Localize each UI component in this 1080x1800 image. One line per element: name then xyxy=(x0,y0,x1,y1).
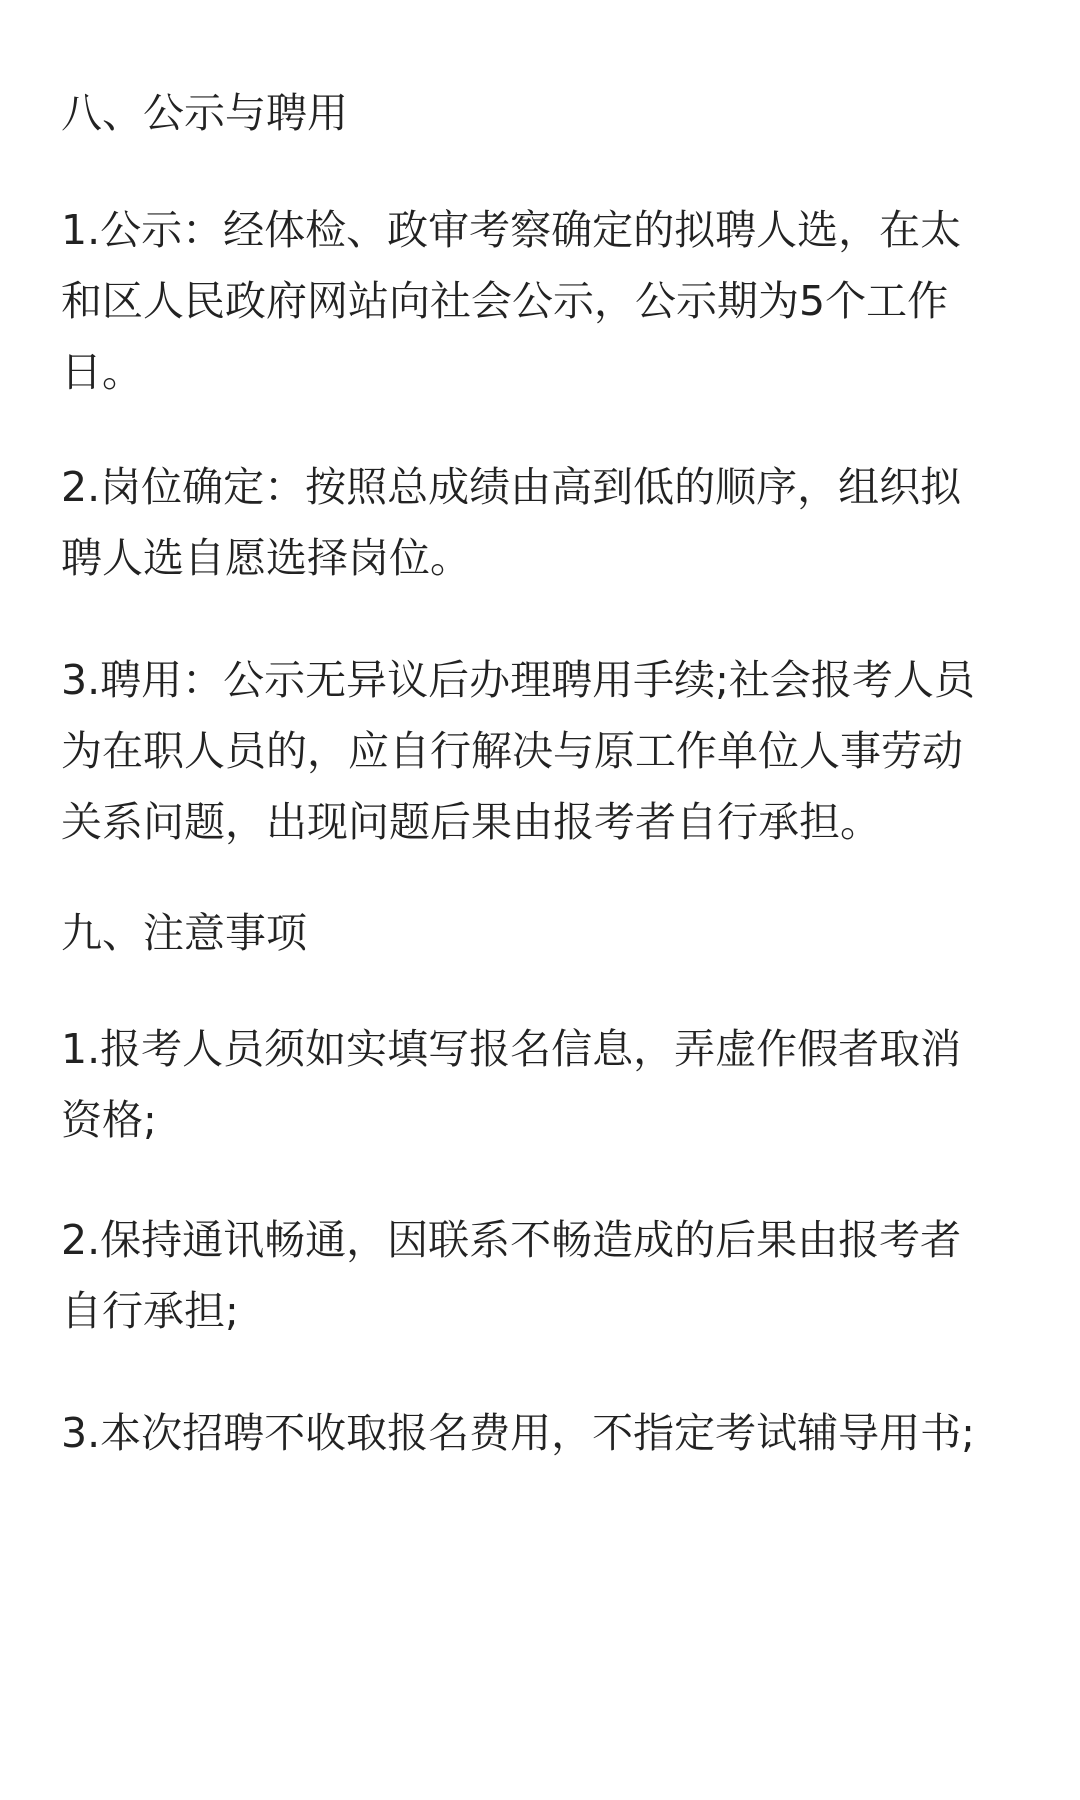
paragraph-note-1 xyxy=(61,1014,1023,1156)
paragraph-line: 3.本次招聘不收取报名费用，不指定考试辅导用书; xyxy=(61,1409,975,1457)
paragraph-line: 为在职人员的，应自行解决与原工作单位人事劳动 xyxy=(61,727,963,775)
paragraph-line: 1.报考人员须如实填写报名信息，弄虚作假者取消 xyxy=(61,1025,962,1073)
heading-text: 八、公示与聘用 xyxy=(61,89,348,137)
section-heading-publicity-and-hiring xyxy=(61,78,1023,149)
heading-text: 九、注意事项 xyxy=(61,909,307,957)
paragraph-line: 2.岗位确定：按照总成绩由高到低的顺序，组织拟 xyxy=(61,463,962,511)
paragraph-line: 自行承担; xyxy=(61,1287,239,1335)
section-heading-notes xyxy=(61,898,1023,969)
paragraph-publicity xyxy=(61,195,1023,408)
paragraph-line: 1.公示：经体检、政审考察确定的拟聘人选，在太 xyxy=(61,206,962,254)
paragraph-line: 和区人民政府网站向社会公示，公示期为5个工作 xyxy=(61,277,949,325)
paragraph-line: 日。 xyxy=(61,348,143,396)
paragraph-hiring xyxy=(61,645,1023,858)
paragraph-note-2 xyxy=(61,1205,1023,1347)
paragraph-note-3 xyxy=(61,1398,1023,1469)
paragraph-position-confirmation xyxy=(61,452,1023,594)
paragraph-line: 3.聘用：公示无异议后办理聘用手续;社会报考人员 xyxy=(61,656,975,704)
paragraph-line: 聘人选自愿选择岗位。 xyxy=(61,534,471,582)
paragraph-line: 资格; xyxy=(61,1096,157,1144)
paragraph-line: 关系问题，出现问题后果由报考者自行承担。 xyxy=(61,798,881,846)
paragraph-line: 2.保持通讯畅通，因联系不畅造成的后果由报考者 xyxy=(61,1216,962,1264)
